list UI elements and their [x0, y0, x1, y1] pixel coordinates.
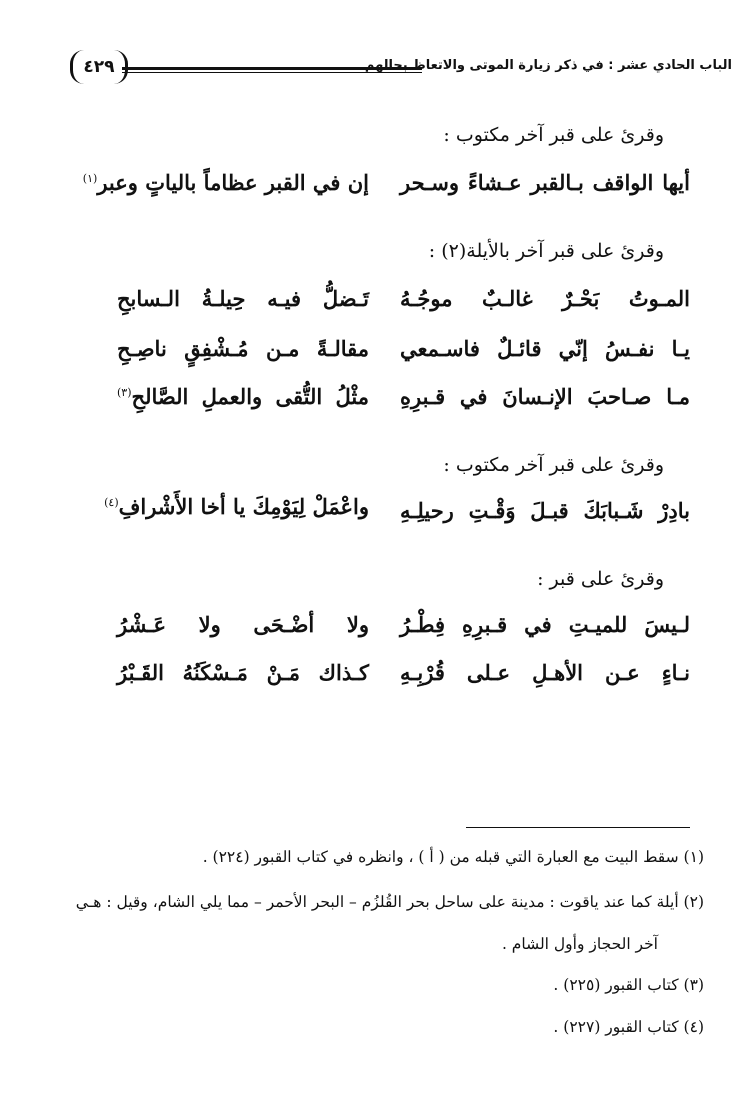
verse-6-first-hemistich: لـيسَ للميـتِ في قـبرِهِ فِطْـرُ [400, 612, 690, 637]
verse-2-first-hemistich: المـوتُ بَحْـرٌ غالـبٌ موجُـهُ [400, 286, 690, 311]
verse-3-first-hemistich: يـا نفـسُ إنّي قائـلٌ فاسـمعي [400, 336, 690, 361]
verse-6-second-hemistich: ولا أضْـحَى ولا عَـشْرُ [117, 612, 369, 637]
verse-5-second-hemistich [104, 494, 369, 519]
section-2-intro: وقرئ على قبر آخر بالأيلة(٢) : [428, 240, 664, 262]
chapter-title: الباب الحادي عشر : في ذكر زيارة الموتى والاتعاظ بحالهم [364, 58, 732, 73]
verse-text: إن في القبر عظاماً بالياتٍ وعبر [97, 170, 369, 195]
footnote-ref: (١) [82, 172, 98, 185]
footnote-4: (٤) كتاب القبور (٢٢٧) . [553, 1018, 704, 1036]
verse-5-first-hemistich: بادِرْ شَـبابَكَ قبـلَ وَقْـتِ رحيلِـهِ [400, 498, 690, 523]
footnote-separator [466, 827, 690, 828]
verse-1-second-hemistich [82, 170, 369, 195]
footnote-2: (٢) أيلة كما عند ياقوت : مدينة على ساحل بحر القُلزُم – البحر الأحمر – مما يلي الشام، وقيل : هـي [75, 893, 704, 911]
header-rule [122, 67, 422, 73]
section-3-intro: وقرئ على قبر آخر مكتوب : [443, 454, 664, 476]
section-4-intro: وقرئ على قبر : [537, 568, 664, 590]
verse-3-second-hemistich: مقالـةً مـن مُـشْفِقٍ ناصِـحِ [117, 336, 369, 361]
verse-4-second-hemistich [117, 384, 369, 409]
verse-text: واعْمَلْ لِيَوْمِكَ يا أخا الأَشْرافِ [118, 494, 369, 519]
verse-2-second-hemistich: تَـضلُّ فيـه حِيلـةُ الـسابحِ [117, 286, 369, 311]
section-1-intro: وقرئ على قبر آخر مكتوب : [443, 124, 664, 146]
footnote-3: (٣) كتاب القبور (٢٢٥) . [553, 976, 704, 994]
page-number: ٤٢٩ [70, 50, 128, 84]
verse-text: مثْلُ التُّقى والعملِ الصَّالحِ [131, 384, 369, 409]
verse-1-first-hemistich: أيها الواقف بـالقبر عـشاءً وسـحر [400, 170, 690, 195]
footnote-ref: (٣) [117, 386, 132, 399]
verse-7-first-hemistich: نـاءٍ عـن الأهـلِ عـلى قُرْبِـهِ [400, 660, 690, 685]
footnote-ref: (٤) [104, 496, 119, 509]
verse-4-first-hemistich: مـا صـاحبَ الإنـسانَ في قـبرِهِ [400, 384, 690, 409]
footnote-2-continuation: آخر الحجاز وأول الشام . [501, 935, 658, 953]
footnote-1: (١) سقط البيت مع العبارة التي قبله من ( أ ) ، وانظره في كتاب القبور (٢٢٤) . [202, 848, 704, 866]
verse-7-second-hemistich: كـذاك مَـنْ مَـسْكَنُهُ القَـبْرُ [117, 660, 369, 685]
